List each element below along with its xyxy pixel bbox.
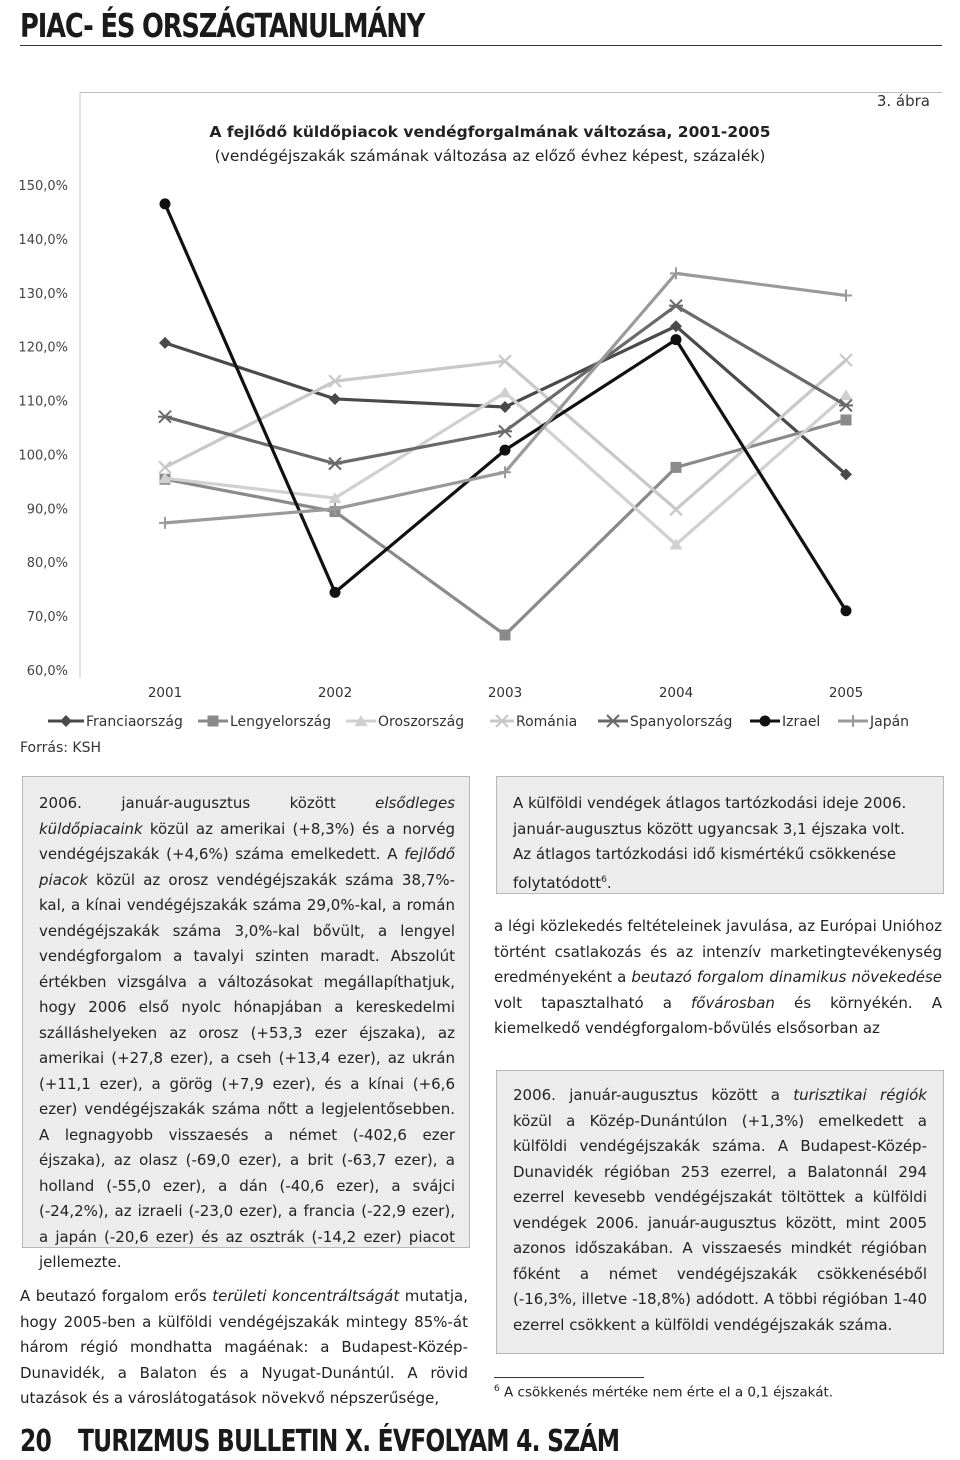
point-spanyolorszag	[158, 411, 172, 423]
point-spanyolorszag	[498, 425, 512, 437]
footnote: $^6$ A csökkenés mértéke nem érte el a 0,1 éjszakát.	[494, 1384, 834, 1401]
y-tick-label: 140,0%	[18, 232, 68, 248]
section-title: PIAC- ÉS ORSZÁGTANULMÁNY	[20, 6, 425, 45]
box-regions-segment: 2006. január-augusztus között a	[513, 1086, 794, 1104]
body-right-segment: fővárosban	[691, 993, 775, 1012]
footnote-ref: 6	[601, 874, 607, 885]
box-markets-segment: közül az amerikai (+8,3%) és a norvég vendégéjszakák (+4,6%) száma emelkedett. A	[39, 819, 455, 863]
box-markets-text	[39, 791, 455, 1276]
point-oroszorszag	[840, 389, 853, 400]
point-izrael	[841, 605, 852, 616]
point-romania	[670, 503, 682, 515]
box-markets-segment: elsődleges küldőpiacaink	[39, 794, 455, 838]
point-izrael	[500, 445, 511, 456]
body-left-segment: területi koncentráltságát	[212, 1287, 400, 1305]
body-text-left	[20, 1284, 468, 1412]
chart-title-main: A fejlődő küldőpiacok vendégforgalmának változása, 2001-2005	[209, 123, 771, 141]
point-franciaorszag	[159, 337, 171, 349]
legend-item-franciaorszag	[48, 714, 183, 730]
publication-title: TURIZMUS BULLETIN X. ÉVFOLYAM 4. SZÁM	[78, 1424, 620, 1459]
x-tick-label: 2003	[487, 685, 523, 701]
legend-marker	[760, 716, 771, 727]
footnote-divider	[494, 1377, 644, 1378]
y-tick-label: 130,0%	[18, 286, 68, 302]
point-spanyolorszag	[669, 300, 683, 312]
point-romania	[840, 354, 852, 366]
box-regions-text	[513, 1083, 927, 1338]
highlight-box-markets	[22, 776, 470, 1271]
y-tick-label: 80,0%	[26, 556, 68, 572]
point-spanyolorszag	[839, 399, 853, 411]
point-oroszorszag	[499, 386, 512, 397]
legend-label: Franciaország	[86, 714, 183, 730]
figure-number: 3. ábra	[876, 92, 930, 110]
point-izrael	[671, 334, 682, 345]
legend-label: Japán	[870, 714, 910, 730]
x-tick-label: 2005	[828, 685, 864, 701]
legend-label: Oroszország	[378, 714, 465, 730]
legend-item-japan	[838, 714, 909, 730]
legend-marker	[847, 715, 859, 727]
point-izrael	[330, 587, 341, 598]
y-tick-label: 100,0%	[18, 448, 68, 464]
x-tick-label: 2002	[317, 685, 353, 701]
x-tick-label: 2001	[147, 685, 183, 701]
box-stay-text: A külföldi vendégek átlagos tartózkodási ideje 2006. január-augusztus között ugyancsak 3,1 éjszaka volt. Az átlagos tartózkodási idő kismértékű csökkenése folytatódott$^6$.	[513, 794, 907, 892]
legend-marker	[606, 715, 620, 727]
legend-label: Izrael	[782, 714, 821, 730]
point-franciaorszag	[499, 401, 511, 413]
point-izrael	[160, 198, 171, 209]
y-tick-label: 110,0%	[18, 394, 68, 410]
legend-marker	[208, 716, 219, 727]
box-markets-segment: 2006. január-augusztus között	[39, 794, 376, 812]
point-lengyelorszag	[841, 414, 852, 425]
y-tick-label: 120,0%	[18, 340, 68, 356]
point-lengyelorszag	[671, 462, 682, 473]
y-tick-label: 60,0%	[26, 664, 68, 679]
legend-label: Románia	[516, 714, 578, 730]
point-romania	[159, 461, 171, 473]
point-japan	[159, 517, 171, 529]
point-spanyolorszag	[328, 458, 342, 470]
legend-marker	[60, 715, 72, 727]
body-left-segment: mutatja, hogy 2005-ben a külföldi vendégéjszakák mintegy 85%-át három régió mondhatta magáénak: a Budapest-Közép-Dunavidék, a Balaton és a Nyugat-Dunántúl. A rövid utazások és a városlátogatások növekvő népszerűsége,	[20, 1287, 468, 1407]
legend-item-spanyolorszag	[598, 714, 732, 730]
box-regions-segment: turisztikai régiók	[793, 1086, 927, 1104]
legend-label: Lengyelország	[230, 714, 332, 730]
box-markets-segment: közül az orosz vendégéjszakák száma 38,7%-kal, a kínai vendégéjszakák száma 29,0%-kal, a román vendégéjszakák száma 3,0%-kal bővült, a lengyel vendégforgalom a tavalyi szinten maradt. Abszolút értékben vizsgálva a változásokat megállapíthatjuk, hogy 2006 első nyolc hónapjában a kereskedelmi szálláshelyeken az orosz (+53,3 ezer éjszaka), az amerikai (+27,8 ezer), a cseh (+13,4 ezer), az ukrán (+11,1 ezer), a görög (+7,9 ezer), és a kínai (+6,6 ezer) vendégéjszakák száma nőtt a legjelentősebben. A legnagyobb visszaesés a német (-402,6 ezer éjszaka), az olasz (-69,0 ezer), a brit (-63,7 ezer), a holland (-55,0 ezer), a dán (-40,6 ezer), a svájci (-24,2%), az izraeli (-23,0 ezer), a francia (-22,9 ezer), a japán (-20,6 ezer) és az osztrák (-14,2 ezer) piacot jellemezte.	[39, 870, 455, 1271]
legend-item-oroszorszag	[346, 714, 464, 730]
y-tick-label: 70,0%	[26, 610, 68, 626]
y-tick-label: 150,0%	[18, 179, 68, 194]
y-tick-label: 90,0%	[26, 502, 68, 518]
chart-source: Forrás: KSH	[20, 740, 102, 756]
box-regions-segment: közül a Közép-Dunántúlon (+1,3%) emelkedett a külföldi vendégéjszakák száma. A Budapest-Közép-Dunavidék régióban 253 ezerrel, a Balatonnál 294 ezerrel kevesebb vendégéjszakát töltöttek a külföldi vendégek 2006. január-augusztus között, mint 2005 azonos időszakában. A visszaesés mindkét régióban főként a német vendégéjszakák csökkenéséből (-16,3%, illetve -18,8%) adódott. A többi régióban 1-40 ezerrel csökkent a külföldi vendégéjszakák száma.	[513, 1111, 927, 1334]
x-tick-label: 2004	[658, 685, 694, 701]
body-left-segment: A beutazó forgalom erős	[20, 1287, 213, 1305]
page-number: 20	[20, 1424, 52, 1459]
body-right-segment: a légi közlekedés feltételeinek javulása, az Európai Unióhoz történt csatlakozás és az intenzív marketingtevékenység eredményeként a	[494, 917, 942, 986]
legend-item-romania	[490, 714, 577, 730]
legend-item-lengyelorszag	[198, 714, 331, 730]
chart-title-sub: (vendégéjszakák számának változása az előző évhez képest, százalék)	[214, 147, 766, 165]
body-right-segment: és környékén. A kiemelkedő vendégforgalom-bővülés elsősorban az	[494, 993, 942, 1037]
legend-item-izrael	[750, 714, 820, 730]
highlight-box-regions	[496, 1070, 944, 1354]
point-franciaorszag	[329, 393, 341, 405]
body-right-segment: beutazó forgalom dinamikus növekedése	[631, 968, 943, 986]
body-right-segment: volt tapasztalható a	[494, 993, 692, 1012]
point-lengyelorszag	[500, 629, 511, 640]
box-markets-segment: fejlődő piacok	[39, 845, 455, 889]
legend-label: Spanyolország	[630, 714, 733, 730]
highlight-box-stay	[496, 776, 944, 894]
body-text-right	[494, 914, 942, 1042]
point-japan	[840, 289, 852, 301]
